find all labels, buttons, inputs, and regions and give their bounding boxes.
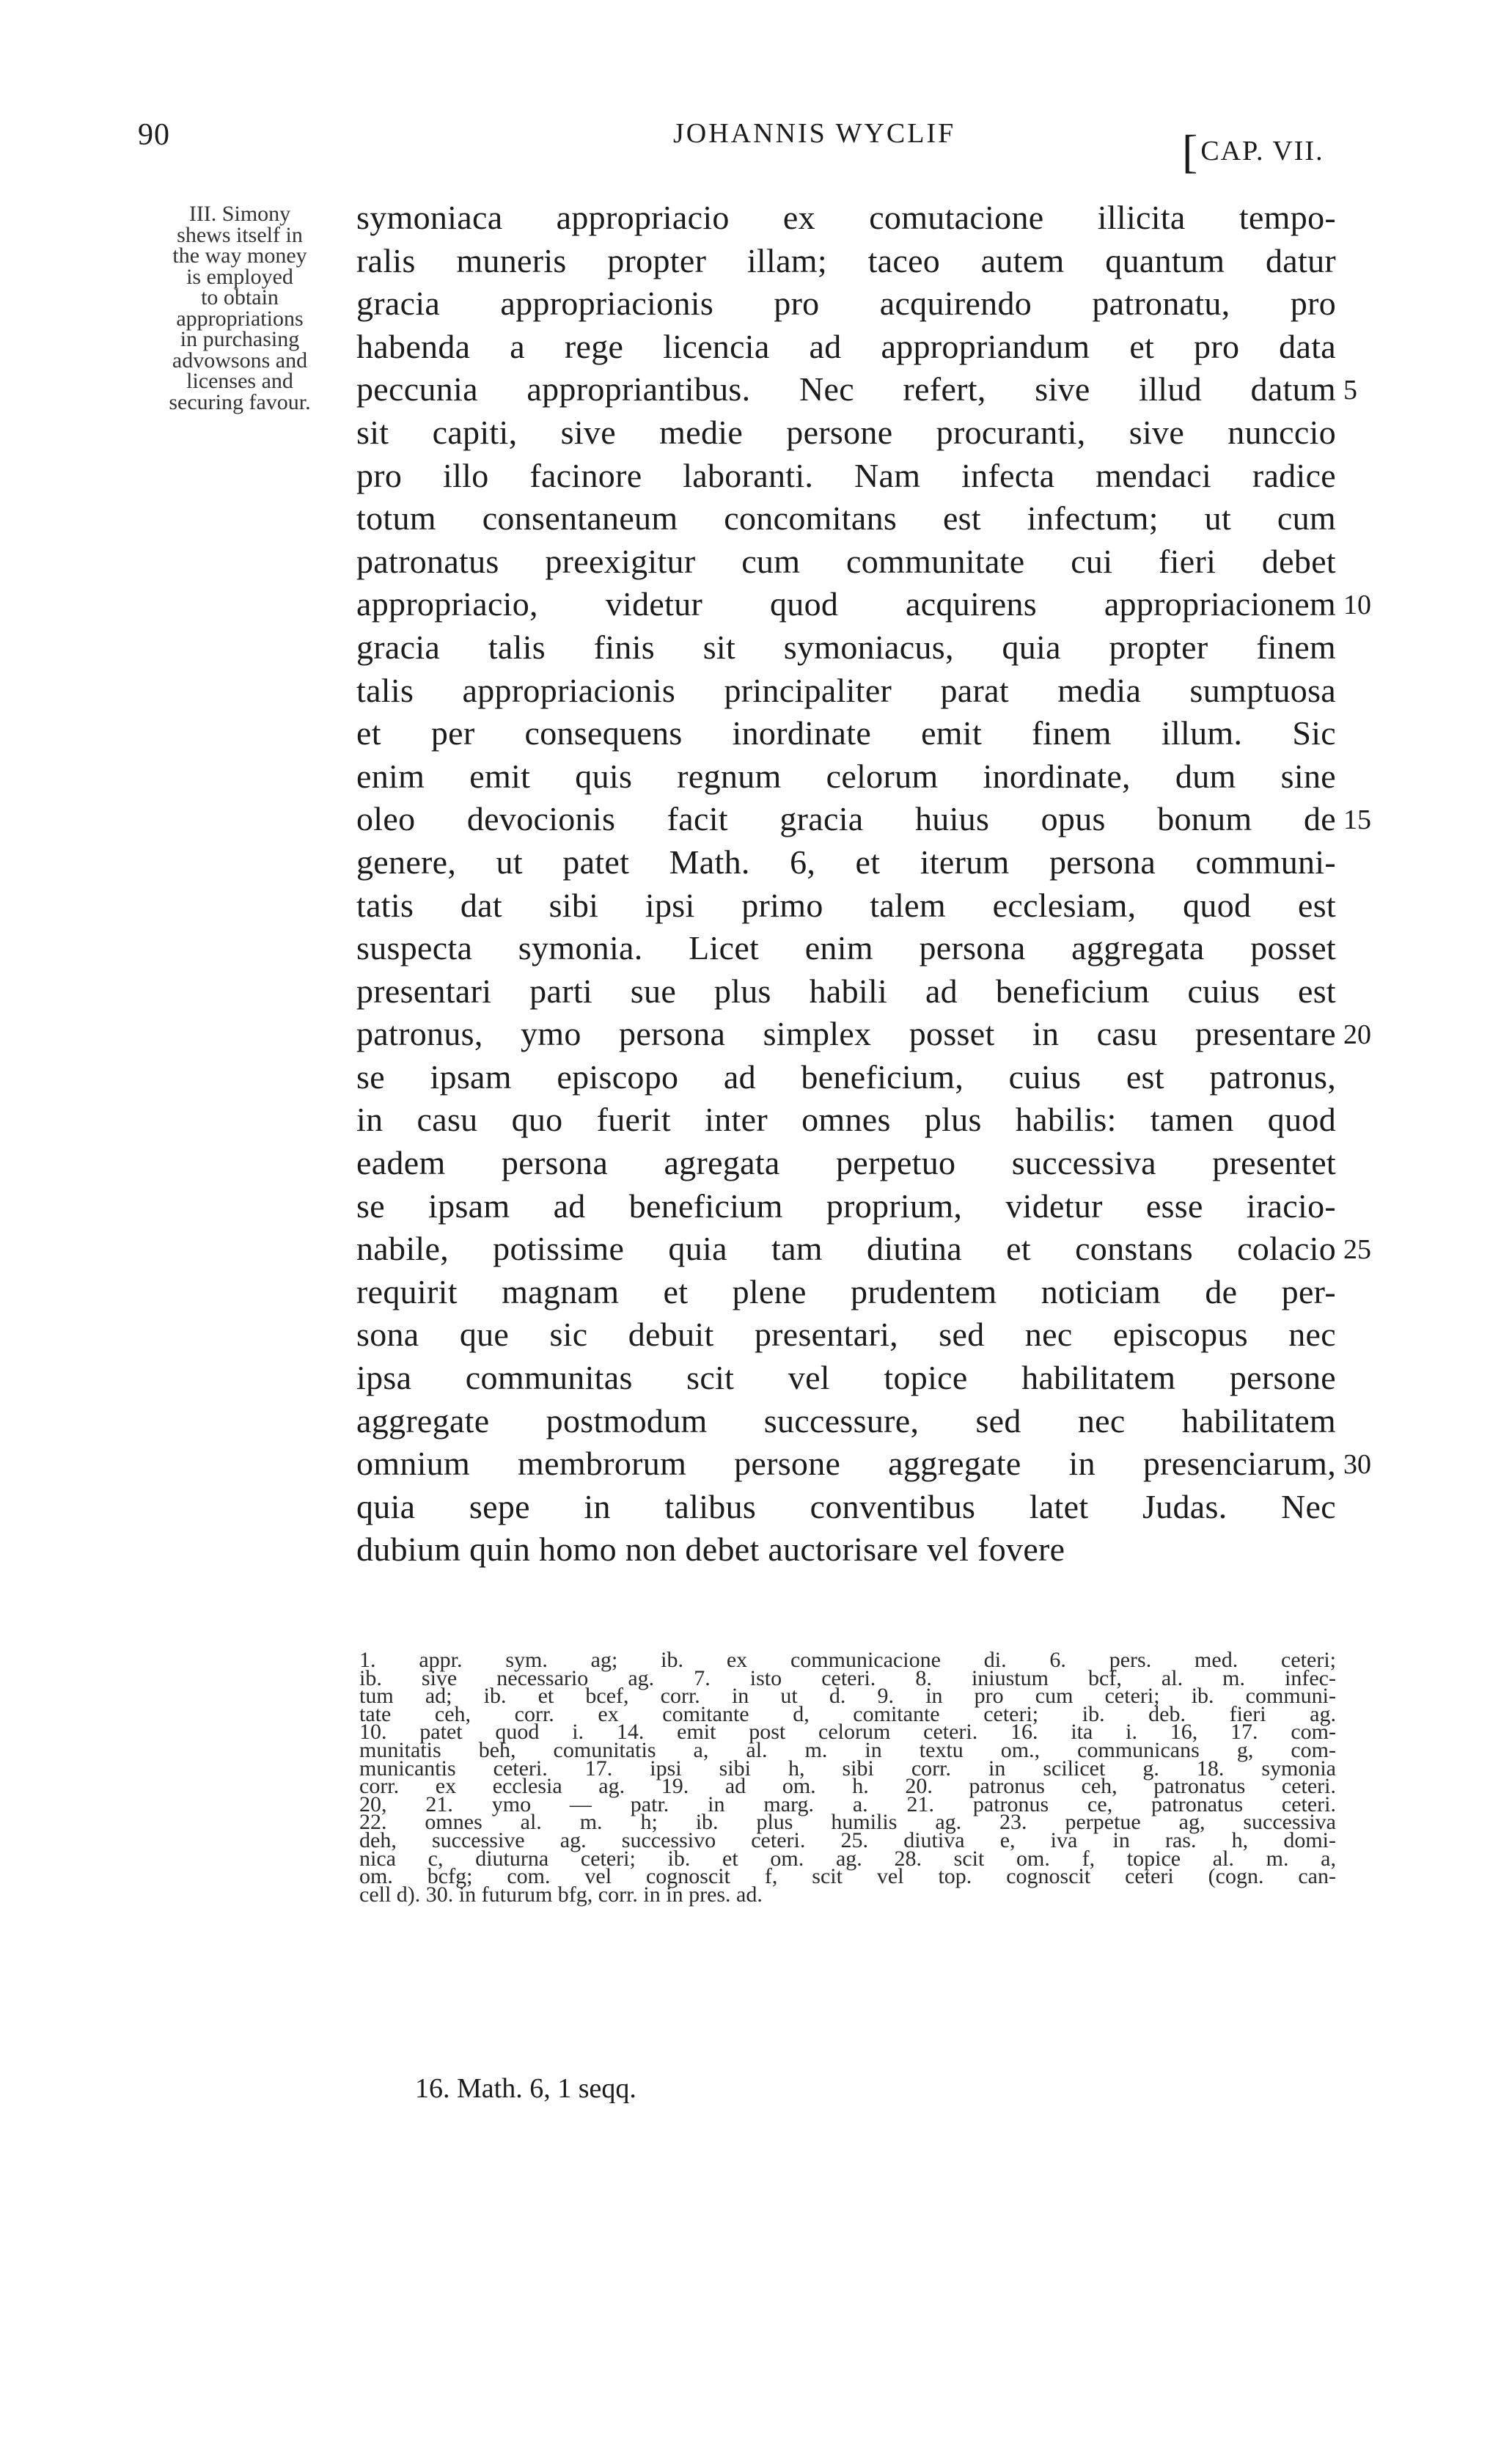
apparatus-line: 20, 21. ymo — patr. in marg. a. 21. patronus ce, patronatus ceteri.	[359, 1792, 1336, 1816]
text-line: sit capiti, sive medie persone procuranti, sive nunccio	[356, 413, 1336, 451]
chapter-bracket: [	[1182, 125, 1200, 177]
chapter-reference	[1182, 117, 1324, 177]
text-line: presentari parti sue plus habili ad beneficium cuius est	[356, 972, 1336, 1010]
text-line: ralis muneris propter illam; taceo autem quantum datur	[356, 241, 1336, 279]
chapter-label: CAP. VII.	[1200, 136, 1324, 166]
text-line: symoniaca appropriacio ex comutacione illicita tempo-	[356, 199, 1336, 236]
text-line: tatis dat sibi ipsi primo talem ecclesiam, quod est	[356, 886, 1336, 924]
text-line: talis appropriacionis principaliter parat media sumptuosa	[356, 671, 1336, 709]
text-line: gracia appropriacionis pro acquirendo patronatu, pro	[356, 285, 1336, 323]
text-line: in casu quo fuerit inter omnes plus habilis: tamen quod	[356, 1101, 1336, 1139]
line-number-marker: 5	[1343, 375, 1357, 406]
text-line: peccunia appropriantibus. Nec refert, sive illud datum	[356, 370, 1336, 408]
text-line: et per consequens inordinate emit finem illum. Sic	[356, 714, 1336, 752]
text-line: dubium quin homo non debet auctorisare vel fovere	[356, 1530, 1065, 1569]
text-line: patronatus preexigitur cum communitate cui fieri debet	[356, 542, 1336, 580]
scripture-reference-note: 16. Math. 6, 1 seqq.	[415, 2073, 636, 2104]
text-line: omnium membrorum persone aggregate in presenciarum,	[356, 1445, 1336, 1483]
apparatus-line: 22. omnes al. m. h; ib. plus humilis ag. 23. perpetue ag, successiva	[359, 1810, 1336, 1835]
apparatus-line: munitatis beh, comunitatis a, al. m. in textu om., communicans g, com-	[359, 1737, 1336, 1762]
text-line: appropriacio, videtur quod acquirens appropriacionem	[356, 585, 1336, 623]
apparatus-line: 10. patet quod i. 14. emit post celorum ceteri. 16. ita i. 16, 17. com-	[359, 1720, 1336, 1745]
side-note-line: appropriations	[176, 306, 304, 331]
line-number-marker: 10	[1343, 590, 1371, 620]
text-line: sona que sic debuit presentari, sed nec episcopus nec	[356, 1316, 1336, 1354]
text-line: quia sepe in talibus conventibus latet Judas. Nec	[356, 1487, 1336, 1525]
side-note-line: to obtain	[201, 285, 279, 309]
side-note-line: licenses and	[186, 369, 293, 393]
text-line: aggregate postmodum successure, sed nec habilitatem	[356, 1401, 1336, 1440]
apparatus-line: deh, successive ag. successivo ceteri. 25. diutiva e, iva in ras. h, domi-	[359, 1827, 1336, 1852]
side-note-line: the way money	[172, 243, 307, 268]
page-number: 90	[138, 118, 170, 152]
apparatus-line: nica c, diuturna ceteri; ib. et om. ag. 28. scit om. f, topice al. m. a,	[359, 1846, 1336, 1871]
apparatus-line: om. bcfg; com. vel cognoscit f, scit vel top. cognoscit ceteri (cogn. can-	[359, 1864, 1336, 1889]
apparatus-line: corr. ex ecclesia ag. 19. ad om. h. 20. patronus ceh, patronatus ceteri.	[359, 1774, 1336, 1799]
main-latin-text	[356, 197, 1336, 1572]
line-number-marker: 20	[1343, 1019, 1371, 1050]
critical-apparatus	[359, 1648, 1336, 1907]
text-line: nabile, potissime quia tam diutina et constans colacio	[356, 1230, 1336, 1268]
text-line: suspecta symonia. Licet enim persona aggregata posset	[356, 929, 1336, 967]
text-line: se ipsam episcopo ad beneficium, cuius est patronus,	[356, 1057, 1336, 1096]
text-line: totum consentaneum concomitans est infectum; ut cum	[356, 499, 1336, 538]
text-line: oleo devocionis facit gracia huius opus bonum de	[356, 800, 1336, 838]
text-line: eadem persona agregata perpetuo successiva presentet	[356, 1144, 1336, 1182]
side-note-line: shews itself in	[177, 222, 303, 247]
apparatus-line: municantis ceteri. 17. ipsi sibi h, sibi corr. in scilicet g. 18. symonia	[359, 1756, 1336, 1781]
running-head-title: JOHANNIS WYCLIF	[673, 118, 956, 149]
apparatus-line: tate ceh, corr. ex comitante d, comitante ceteri; ib. deb. fieri ag.	[359, 1701, 1336, 1726]
marginal-side-note	[136, 204, 343, 413]
text-line: habenda a rege licencia ad appropriandum et pro data	[356, 327, 1336, 365]
text-line: genere, ut patet Math. 6, et iterum persona communi-	[356, 843, 1336, 881]
apparatus-line: 1. appr. sym. ag; ib. ex communicacione di. 6. pers. med. ceteri;	[359, 1648, 1336, 1672]
text-line: patronus, ymo persona simplex posset in casu presentare	[356, 1015, 1336, 1053]
text-line: ipsa communitas scit vel topice habilitatem persone	[356, 1359, 1336, 1397]
side-note-line: securing favour.	[169, 389, 311, 414]
line-number-marker: 30	[1343, 1449, 1371, 1480]
text-line: enim emit quis regnum celorum inordinate, dum sine	[356, 757, 1336, 795]
apparatus-line: ib. sive necessario ag. 7. isto ceteri. 8. iniustum bcf, al. m. infec-	[359, 1665, 1336, 1690]
apparatus-line: cell d). 30. in futurum bfg, corr. in in pres. ad.	[359, 1882, 763, 1907]
side-note-line: in purchasing	[180, 327, 300, 351]
line-number-marker: 15	[1343, 804, 1371, 835]
text-line: gracia talis finis sit symoniacus, quia propter finem	[356, 628, 1336, 666]
text-line: pro illo facinore laboranti. Nam infecta mendaci radice	[356, 456, 1336, 494]
text-line: requirit magnam et plene prudentem noticiam de per-	[356, 1272, 1336, 1310]
side-note-line: advowsons and	[172, 348, 308, 373]
line-number-marker: 25	[1343, 1234, 1371, 1265]
text-line: se ipsam ad beneficium proprium, videtur esse iracio-	[356, 1187, 1336, 1225]
apparatus-line: tum ad; ib. et bcef, corr. in ut d. 9. in pro cum ceteri; ib. communi-	[359, 1684, 1336, 1709]
side-note-line: is employed	[186, 264, 293, 289]
side-note-line: III. Simony	[188, 202, 291, 226]
